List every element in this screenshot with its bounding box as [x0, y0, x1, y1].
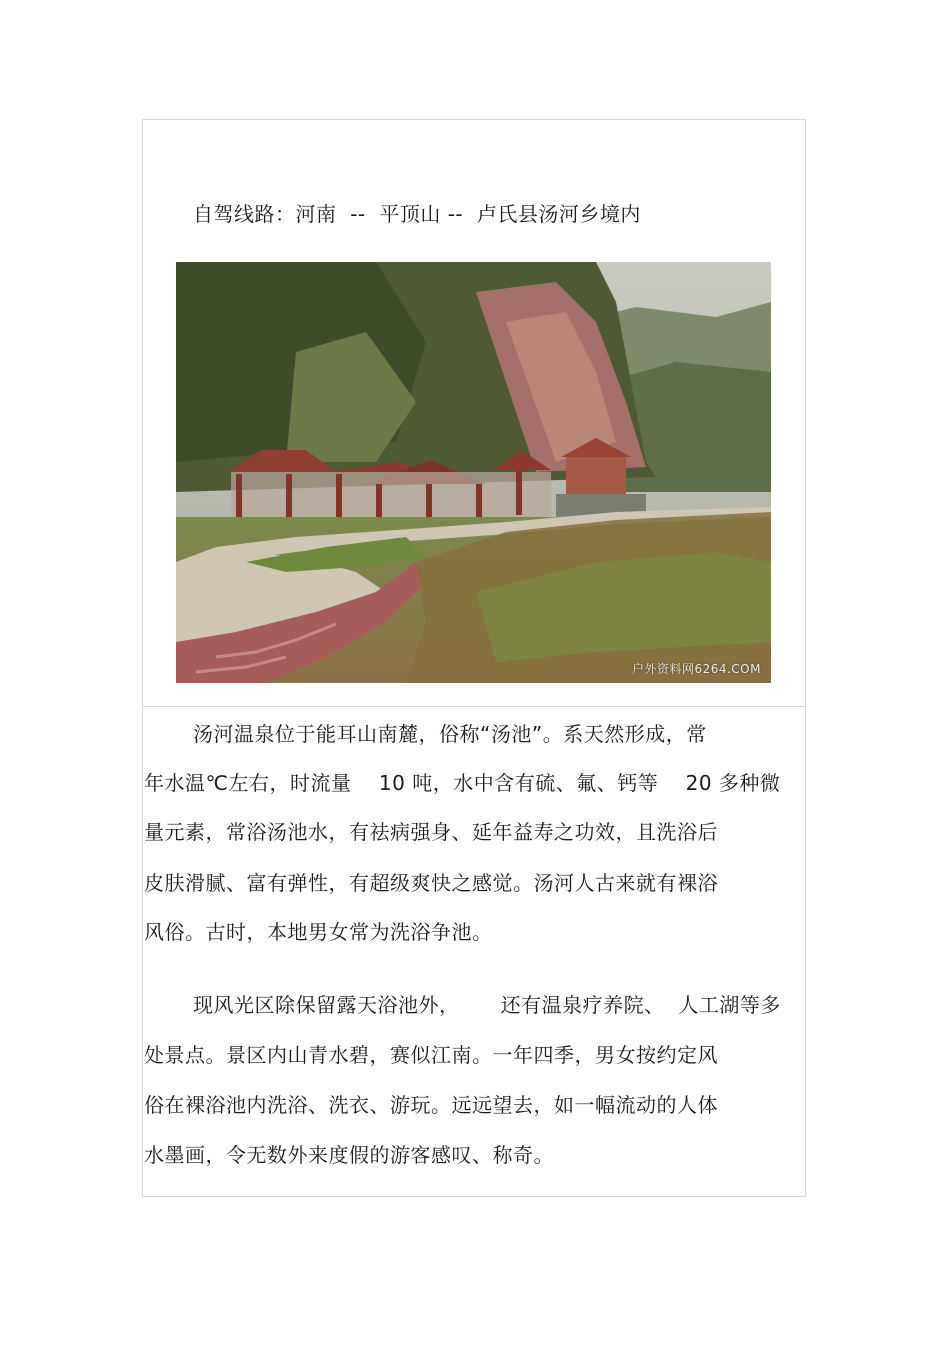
paragraph1-line: 量元素，常浴汤池水，有祛病强身、延年益寿之功效，且洗浴后	[144, 820, 718, 844]
paragraph1-line: 年水温℃左右，时流量 10 吨，水中含有硫、氟、钙等 20 多种微	[144, 771, 781, 795]
paragraph2-line: 处景点。景区内山青水碧，赛似江南。一年四季，男女按约定风	[144, 1043, 718, 1067]
route-heading: 自驾线路：河南 -- 平顶山 -- 卢氏县汤河乡境内	[193, 202, 641, 226]
paragraph2-line: 俗在裸浴池内洗浴、洗衣、游玩。远远望去，如一幅流动的人体	[144, 1093, 718, 1117]
section-divider	[142, 706, 806, 707]
photo-watermark: 户外资料网6264.COM	[631, 662, 761, 676]
paragraph2-line: 水墨画，令无数外来度假的游客感叹、称奇。	[144, 1143, 554, 1167]
paragraph2-line: 现风光区除保留露天浴池外， 还有温泉疗养院、 人工湖等多	[193, 993, 781, 1017]
photo-illustration	[176, 262, 771, 683]
hot-spring-photo	[176, 262, 771, 683]
paragraph1-line: 风俗。古时，本地男女常为洗浴争池。	[144, 920, 493, 944]
paragraph1-line: 汤河温泉位于能耳山南麓，俗称“汤池”。系天然形成，常	[193, 722, 707, 746]
paragraph1-line: 皮肤滑腻、富有弹性，有超级爽快之感觉。汤河人古来就有裸浴	[144, 871, 718, 895]
